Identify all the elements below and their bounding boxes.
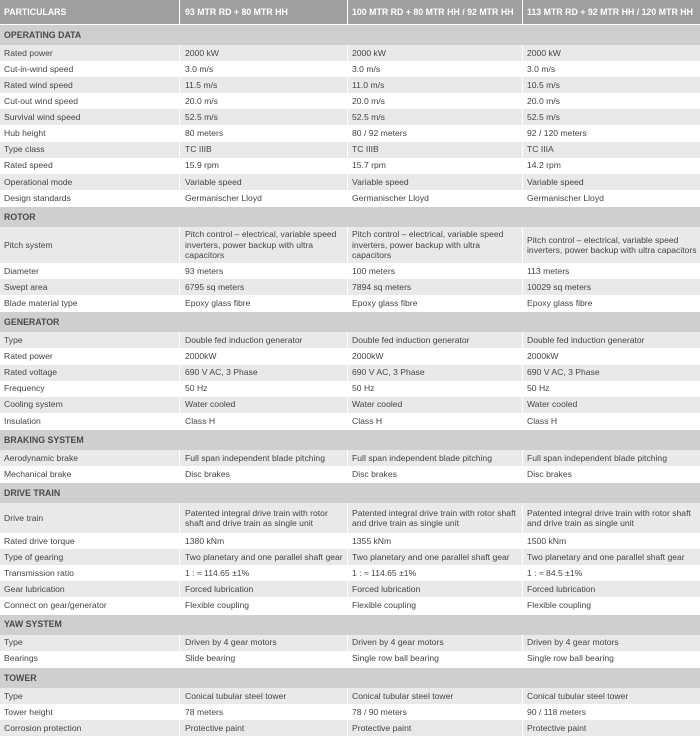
row-value: Disc brakes <box>527 468 572 479</box>
row-label: Aerodynamic brake <box>0 450 180 466</box>
row-value: 113 meters <box>527 265 570 276</box>
row-value: Class H <box>348 413 523 429</box>
section-header <box>0 429 700 450</box>
table-row <box>0 142 700 158</box>
table-row <box>0 332 700 348</box>
section-title: OPERATING DATA <box>4 29 82 40</box>
row-value: 2000kW <box>348 348 523 364</box>
header-model-1: 93 MTR RD + 80 MTR HH <box>180 0 348 24</box>
table-row <box>0 190 700 206</box>
row-label: Mechanical brake <box>0 466 180 482</box>
table-row <box>0 126 700 142</box>
table-row <box>0 174 700 190</box>
row-label: Design standards <box>0 190 180 206</box>
row-value: 3.0 m/s <box>348 61 523 77</box>
row-value: 1 : ≈ 114.65 ±1% <box>180 565 348 581</box>
row-value: Protective paint <box>180 720 348 736</box>
row-value: Full span independent blade pitching <box>180 450 348 466</box>
row-value: Conical tubular steel tower <box>527 690 629 701</box>
row-value: Forced lubrication <box>180 581 348 597</box>
row-label: Bearings <box>0 651 180 667</box>
row-value: Water cooled <box>348 397 523 413</box>
row-value: Flexible coupling <box>527 600 592 611</box>
table-row <box>0 581 700 597</box>
row-value: Epoxy glass fibre <box>348 295 523 311</box>
row-label: Rated power <box>0 45 180 61</box>
table-row <box>0 466 700 482</box>
row-value: Epoxy glass fibre <box>527 297 593 308</box>
table-row <box>0 381 700 397</box>
section-title: DRIVE TRAIN <box>4 487 61 498</box>
row-value: 15.9 rpm <box>180 158 348 174</box>
row-value: 50 Hz <box>348 381 523 397</box>
row-label: Diameter <box>0 263 180 279</box>
table-row <box>0 720 700 736</box>
row-value: 11.0 m/s <box>348 77 523 93</box>
table-row <box>0 688 700 704</box>
row-value: 50 Hz <box>180 381 348 397</box>
row-value: 50 Hz <box>527 383 550 394</box>
row-value: 100 meters <box>348 263 523 279</box>
row-value: 80 meters <box>180 126 348 142</box>
row-value: Disc brakes <box>180 466 348 482</box>
row-value: Driven by 4 gear motors <box>180 635 348 651</box>
table-row <box>0 565 700 581</box>
row-value: Full span independent blade pitching <box>348 450 523 466</box>
row-value: 2000 kW <box>348 45 523 61</box>
table-row <box>0 227 700 263</box>
row-value: 6795 sq meters <box>180 279 348 295</box>
row-value: Germanischer Lloyd <box>180 190 348 206</box>
row-label: Hub height <box>0 126 180 142</box>
section-title: GENERATOR <box>4 317 60 328</box>
row-value: Driven by 4 gear motors <box>348 635 523 651</box>
section-header <box>0 482 700 503</box>
row-value: Epoxy glass fibre <box>180 295 348 311</box>
row-value: Conical tubular steel tower <box>348 688 523 704</box>
row-value: 2000 kW <box>180 45 348 61</box>
section-header <box>0 614 700 635</box>
table-row <box>0 279 700 295</box>
row-value: 2000kW <box>527 351 559 362</box>
row-value: 1 : ≈ 114.65 ±1% <box>348 565 523 581</box>
row-value: Water cooled <box>180 397 348 413</box>
row-value: Double fed induction generator <box>348 332 523 348</box>
row-label: Operational mode <box>0 174 180 190</box>
row-label: Survival wind speed <box>0 109 180 125</box>
row-value: Disc brakes <box>348 466 523 482</box>
header-particulars: PARTICULARS <box>0 0 180 24</box>
row-label: Blade material type <box>0 295 180 311</box>
row-label: Cut-in-wind speed <box>0 61 180 77</box>
row-value: Pitch control – electrical, variable speed inverters, power backup with ultra capacitors <box>348 227 523 263</box>
row-value: Protective paint <box>348 720 523 736</box>
section-title: YAW SYSTEM <box>4 619 62 630</box>
table-row <box>0 651 700 667</box>
row-value: TC IIIB <box>180 142 348 158</box>
row-value: 93 meters <box>180 263 348 279</box>
table-row <box>0 397 700 413</box>
row-value: Germanischer Lloyd <box>527 192 604 203</box>
row-value: Patented integral drive train with rotor shaft and drive train as single unit <box>180 503 348 533</box>
table-row <box>0 158 700 174</box>
row-label: Gear lubrication <box>0 581 180 597</box>
section-header <box>0 311 700 332</box>
table-row <box>0 413 700 429</box>
row-value: 1355 kNm <box>348 533 523 549</box>
header-row <box>0 0 700 24</box>
row-value: Forced lubrication <box>348 581 523 597</box>
row-value: 10.5 m/s <box>527 79 560 90</box>
row-value: Single row ball bearing <box>348 651 523 667</box>
row-value: 52.5 m/s <box>180 109 348 125</box>
row-value: 92 / 120 meters <box>527 128 587 139</box>
row-value: 14.2 rpm <box>527 160 561 171</box>
row-label: Cut-out wind speed <box>0 93 180 109</box>
row-value: 1 : ≈ 84.5 ±1% <box>527 568 583 579</box>
section-header <box>0 667 700 688</box>
row-value: Pitch control – electrical, variable speed inverters, power backup with ultra capacitors <box>180 227 348 263</box>
table-row <box>0 295 700 311</box>
row-value: Flexible coupling <box>180 598 348 614</box>
row-value: Forced lubrication <box>527 584 596 595</box>
row-value: Single row ball bearing <box>527 653 614 664</box>
row-value: 690 V AC, 3 Phase <box>180 365 348 381</box>
header-model-2: 100 MTR RD + 80 MTR HH / 92 MTR HH <box>348 0 523 24</box>
table-row <box>0 263 700 279</box>
row-label: Cooling system <box>0 397 180 413</box>
row-value: Two planetary and one parallel shaft gear <box>527 551 685 562</box>
table-row <box>0 549 700 565</box>
row-label: Connect on gear/generator <box>0 598 180 614</box>
table-row <box>0 533 700 549</box>
row-value: Variable speed <box>180 174 348 190</box>
row-value: 78 / 90 meters <box>348 704 523 720</box>
row-value: 2000kW <box>180 348 348 364</box>
row-value: 10029 sq meters <box>527 281 592 292</box>
row-value: 90 / 118 meters <box>527 706 587 717</box>
section-title: TOWER <box>4 672 37 683</box>
row-label: Transmission ratio <box>0 565 180 581</box>
row-value: Germanischer Lloyd <box>348 190 523 206</box>
table-row <box>0 704 700 720</box>
row-label: Type of gearing <box>0 549 180 565</box>
row-label: Rated voltage <box>0 365 180 381</box>
row-value: Flexible coupling <box>348 598 523 614</box>
table-row <box>0 450 700 466</box>
row-value: Variable speed <box>527 176 584 187</box>
row-value: 3.0 m/s <box>180 61 348 77</box>
row-value: 2000 kW <box>527 47 561 58</box>
row-label: Type <box>0 635 180 651</box>
row-value: Patented integral drive train with rotor shaft and drive train as single unit <box>527 507 691 529</box>
row-value: 3.0 m/s <box>527 63 556 74</box>
row-value: 78 meters <box>180 704 348 720</box>
row-value: 20.0 m/s <box>527 96 560 107</box>
table-row <box>0 109 700 125</box>
row-label: Frequency <box>0 381 180 397</box>
row-label: Pitch system <box>0 227 180 263</box>
row-value: TC IIIB <box>348 142 523 158</box>
row-label: Tower height <box>0 704 180 720</box>
table-row <box>0 365 700 381</box>
row-value: 15.7 rpm <box>348 158 523 174</box>
row-label: Swept area <box>0 279 180 295</box>
row-value: Two planetary and one parallel shaft gear <box>348 549 523 565</box>
table-row <box>0 61 700 77</box>
row-value: Water cooled <box>527 399 578 410</box>
row-value: Pitch control – electrical, variable speed inverters, power backup with ultra capacitors <box>527 234 697 255</box>
row-value: 7894 sq meters <box>348 279 523 295</box>
row-value: 1380 kNm <box>180 533 348 549</box>
row-value: 20.0 m/s <box>180 93 348 109</box>
row-label: Type <box>0 688 180 704</box>
row-value: Slide bearing <box>180 651 348 667</box>
row-value: Protective paint <box>527 722 587 733</box>
row-value: Two planetary and one parallel shaft gear <box>180 549 348 565</box>
row-label: Type class <box>0 142 180 158</box>
row-value: Double fed induction generator <box>180 332 348 348</box>
row-value: 11.5 m/s <box>180 77 348 93</box>
section-header <box>0 24 700 45</box>
table-row <box>0 348 700 364</box>
row-value: 20.0 m/s <box>348 93 523 109</box>
row-label: Drive train <box>0 503 180 533</box>
row-label: Rated drive torque <box>0 533 180 549</box>
row-label: Corrosion protection <box>0 720 180 736</box>
row-label: Rated wind speed <box>0 77 180 93</box>
row-value: 52.5 m/s <box>527 112 560 123</box>
row-value: Double fed induction generator <box>527 335 645 346</box>
row-value: 80 / 92 meters <box>348 126 523 142</box>
row-value: Full span independent blade pitching <box>527 452 667 463</box>
row-value: 1500 kNm <box>527 535 567 546</box>
table-row <box>0 45 700 61</box>
table-row <box>0 77 700 93</box>
header-model-3: 113 MTR RD + 92 MTR HH / 120 MTR HH <box>527 6 693 17</box>
row-label: Type <box>0 332 180 348</box>
row-value: Patented integral drive train with rotor shaft and drive train as single unit <box>348 503 523 533</box>
row-value: 52.5 m/s <box>348 109 523 125</box>
section-header <box>0 206 700 227</box>
table-row <box>0 93 700 109</box>
row-value: TC IIIA <box>527 144 554 155</box>
row-value: Variable speed <box>348 174 523 190</box>
row-value: Conical tubular steel tower <box>180 688 348 704</box>
row-value: Class H <box>527 415 558 426</box>
table-row <box>0 503 700 533</box>
row-label: Rated power <box>0 348 180 364</box>
table-row <box>0 598 700 614</box>
row-label: Rated speed <box>0 158 180 174</box>
row-value: Class H <box>180 413 348 429</box>
section-title: ROTOR <box>4 211 36 222</box>
row-value: Driven by 4 gear motors <box>527 637 619 648</box>
row-value: 690 V AC, 3 Phase <box>348 365 523 381</box>
section-title: BRAKING SYSTEM <box>4 434 84 445</box>
row-label: Insulation <box>0 413 180 429</box>
table-row <box>0 635 700 651</box>
row-value: 690 V AC, 3 Phase <box>527 367 600 378</box>
